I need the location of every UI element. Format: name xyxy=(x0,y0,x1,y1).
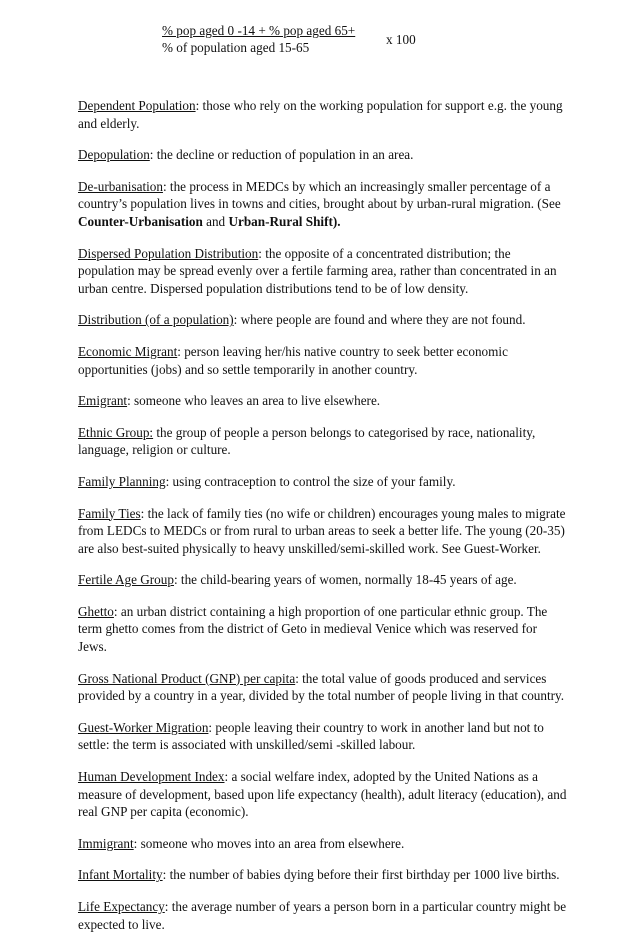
glossary-definition: : the child-bearing years of women, normally 18-45 years of age. xyxy=(173,572,517,588)
dependency-ratio-formula xyxy=(162,22,422,58)
glossary-definition: : someone who moves into an area from elsewhere. xyxy=(133,835,405,851)
cross-reference: Counter-Urbanisation xyxy=(78,213,203,229)
glossary-term: Dependent Population xyxy=(78,98,196,113)
cross-reference: Urban-Rural Shift). xyxy=(228,213,341,229)
glossary-entry-depopulation xyxy=(78,146,568,164)
glossary-entry-de-urbanisation xyxy=(78,178,568,231)
glossary-term: Ethnic Group: xyxy=(78,424,154,440)
cross-reference-joiner: and xyxy=(202,213,229,229)
glossary-term: Family Ties xyxy=(78,505,141,521)
glossary-entry-immigrant xyxy=(78,835,568,853)
glossary-definition: : the opposite of a concentrated distribution; the population may be spread evenly over a fertile farming area, rather than concentrated in an urban centre. Dispersed population distributions tend to be of low density. xyxy=(78,245,557,296)
glossary-entry-distribution xyxy=(78,311,568,329)
glossary-definition: : the number of babies dying before their first birthday per 1000 live births. xyxy=(162,867,560,883)
glossary-entry-dependent-population xyxy=(78,97,568,132)
glossary-entry-gnp-per-capita xyxy=(78,670,568,705)
glossary-term: Distribution (of a population) xyxy=(78,312,234,328)
glossary-term: Emigrant xyxy=(78,393,128,409)
glossary-definition: : the lack of family ties (no wife or children) encourages young males to migrate from LEDCs to MEDCs or from rural to urban areas to seek a better life. The young (20-35) are also best-suited physically to heavy unskilled/semi-skilled work. See Guest-Worker. xyxy=(78,505,566,556)
glossary-term: Human Development Index xyxy=(78,769,225,785)
formula-multiplier: x 100 xyxy=(386,32,416,47)
glossary-definition: the group of people a person belongs to categorised by race, nationality, language, religion or culture. xyxy=(78,424,536,458)
glossary-definition: : the total value of goods produced and services provided by a country in a year, divided by the total number of people living in that country. xyxy=(78,670,565,704)
glossary-definition: : people leaving their country to work in another land but not to settle: the term is associated with unskilled/semi -skilled labour. xyxy=(78,719,544,753)
glossary-entry-guest-worker-migration xyxy=(78,719,568,754)
glossary-definition: : the decline or reduction of population in an area. xyxy=(149,147,414,163)
glossary-list xyxy=(78,97,568,947)
glossary-term: Fertile Age Group xyxy=(78,572,174,588)
glossary-entry-infant-mortality xyxy=(78,866,568,884)
formula-denominator: % of population aged 15-65 xyxy=(162,40,310,55)
glossary-definition: : where people are found and where they are not found. xyxy=(233,312,526,328)
glossary-definition: : the process in MEDCs by which an increasingly smaller percentage of a country’s population lives in towns and cities, brought about by urban-rural migration. (See xyxy=(78,178,561,212)
glossary-definition: : using contraception to control the size of your family. xyxy=(165,473,456,489)
glossary-term: Guest-Worker Migration xyxy=(78,719,209,735)
glossary-term: Depopulation xyxy=(78,147,150,163)
glossary-definition: : an urban district containing a high proportion of one particular ethnic group. The term ghetto comes from the district of Geto in medieval Venice which was reserved for Jews. xyxy=(78,603,548,655)
glossary-definition: : the average number of years a person born in a particular country might be expected to live. xyxy=(78,899,567,932)
glossary-term: Gross National Product (GNP) per capita xyxy=(78,670,296,686)
glossary-term: Life Expectancy xyxy=(78,899,165,914)
glossary-entry-dispersed-distribution xyxy=(78,245,568,298)
glossary-term: Family Planning xyxy=(78,473,166,489)
glossary-term: Economic Migrant xyxy=(78,343,178,359)
glossary-definition: : person leaving her/his native country to seek better economic opportunities (jobs) and so settle temporarily in another country. xyxy=(78,343,508,377)
glossary-entry-emigrant xyxy=(78,392,568,410)
glossary-entry-economic-migrant xyxy=(78,343,568,378)
glossary-definition: : those who rely on the working population for support e.g. the young and elderly. xyxy=(78,98,563,131)
formula-numerator: % pop aged 0 -14 + % pop aged 65+ xyxy=(162,23,356,38)
glossary-term: Dispersed Population Distribution xyxy=(78,245,259,261)
glossary-entry-life-expectancy xyxy=(78,898,568,933)
glossary-term: Ghetto xyxy=(78,603,114,619)
glossary-term: De-urbanisation xyxy=(78,178,163,194)
glossary-entry-human-development-index xyxy=(78,768,568,821)
glossary-definition: : a social welfare index, adopted by the United Nations as a measure of development, based upon life expectancy (health), adult literacy (education), and real GNP per capita (economic). xyxy=(78,769,567,820)
glossary-entry-fertile-age-group xyxy=(78,571,568,589)
glossary-entry-ethnic-group xyxy=(78,424,568,459)
glossary-entry-family-ties xyxy=(78,505,568,558)
glossary-term: Infant Mortality xyxy=(78,867,163,883)
glossary-term: Immigrant xyxy=(78,835,134,851)
glossary-entry-ghetto xyxy=(78,603,568,656)
glossary-definition: : someone who leaves an area to live elsewhere. xyxy=(127,393,381,409)
glossary-entry-family-planning xyxy=(78,473,568,491)
